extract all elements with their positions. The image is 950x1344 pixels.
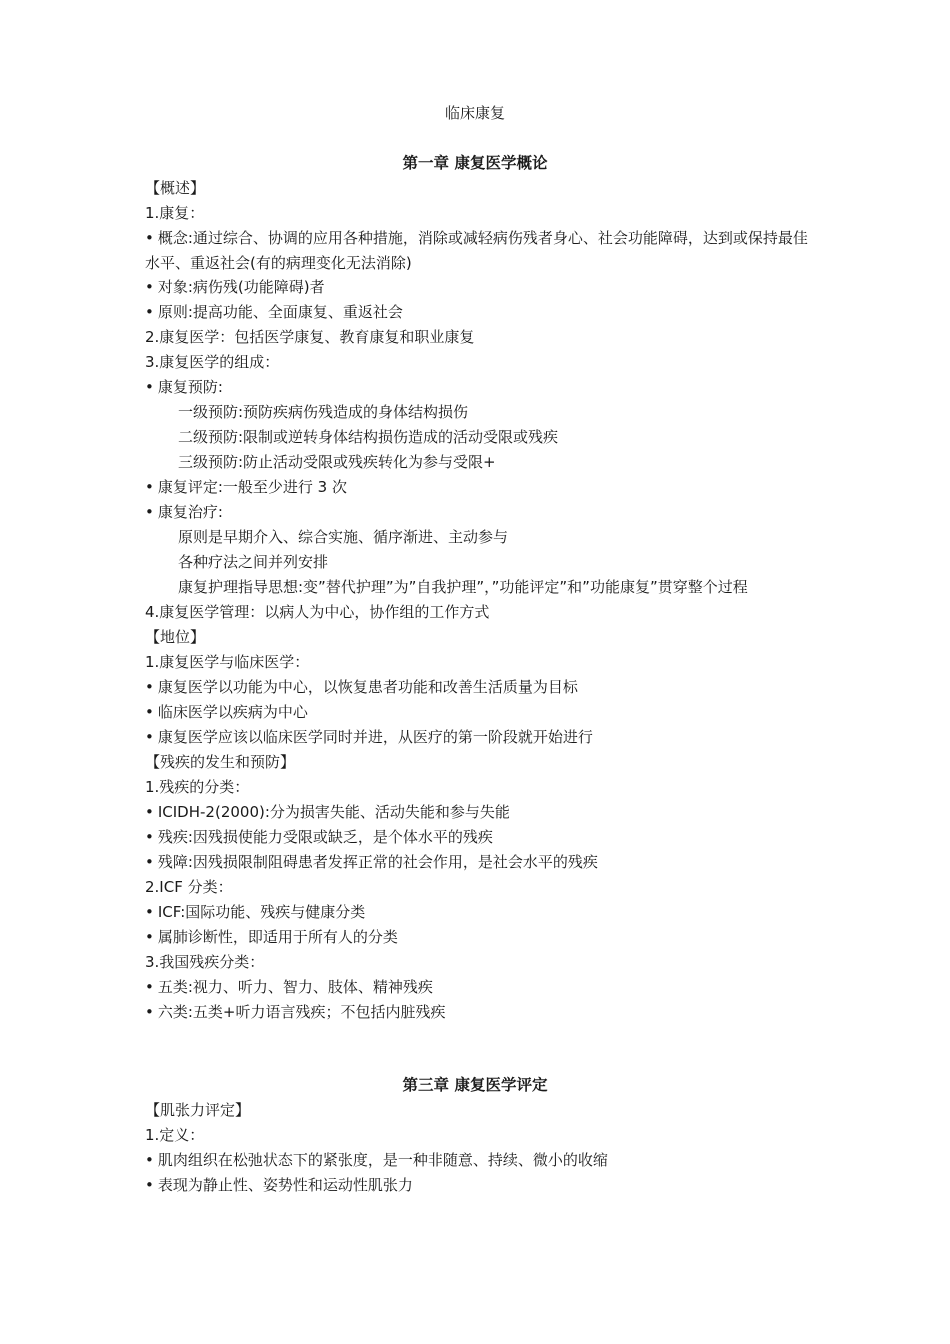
item-china-classification: 3.我国残疾分类： <box>145 953 265 971</box>
definition-text-a: 肌肉组织在松弛状态下的紧张度，是一种非随意、持续、微小的收缩 <box>157 1151 608 1169</box>
disability-line-b <box>145 825 493 849</box>
chapter-3-heading: 第三章 康复医学评定 <box>402 1076 548 1094</box>
china-text-b: 六类:五类+听力语言残疾；不包括内脏残疾 <box>157 1003 446 1021</box>
bullet: • <box>145 928 154 946</box>
treatment-arrangement: 各种疗法之间并列安排 <box>178 553 329 571</box>
bullet: • <box>145 978 154 996</box>
concept-line <box>145 226 813 275</box>
definition-text-b: 表现为静止性、姿势性和运动性肌张力 <box>157 1176 413 1194</box>
treatment-line <box>145 500 223 524</box>
item-rehab: 1.康复： <box>145 204 205 222</box>
section-disability: 【残疾的发生和预防】 <box>145 753 296 771</box>
bullet: • <box>145 703 154 721</box>
object-line <box>145 275 325 299</box>
section-overview: 【概述】 <box>145 179 206 197</box>
status-line-b <box>145 700 308 724</box>
disability-text-c: 残障:因残损限制阻碍患者发挥正常的社会作用，是社会水平的残疾 <box>157 853 598 871</box>
prevention-level-1: 一级预防:预防疾病伤残造成的身体结构损伤 <box>178 403 469 421</box>
item-icf: 2.ICF 分类： <box>145 878 233 896</box>
bullet: • <box>145 828 154 846</box>
bullet: • <box>145 678 154 696</box>
icf-line-a <box>145 900 365 924</box>
disability-text-a: ICIDH-2(2000):分为损害失能、活动失能和参与失能 <box>157 803 510 821</box>
bullet: • <box>145 229 154 247</box>
assessment-text: 康复评定:一般至少进行 3 次 <box>157 478 347 496</box>
bullet: • <box>145 853 154 871</box>
bullet: • <box>145 478 154 496</box>
nursing-guidance: 康复护理指导思想:变”替代护理”为”自我护理”，”功能评定”和”功能康复”贯穿整个过程 <box>178 578 748 596</box>
assessment-line <box>145 475 347 499</box>
bullet: • <box>145 378 154 396</box>
bullet: • <box>145 303 154 321</box>
definition-line-a <box>145 1148 608 1172</box>
status-line-a <box>145 675 578 699</box>
document-title: 临床康复 <box>444 104 505 122</box>
principle-line <box>145 300 403 324</box>
status-line-c <box>145 725 593 749</box>
bullet: • <box>145 278 154 296</box>
disability-text-b: 残疾:因残损使能力受限或缺乏，是个体水平的残疾 <box>157 828 493 846</box>
china-line-a <box>145 975 433 999</box>
bullet: • <box>145 1003 154 1021</box>
status-text-a: 康复医学以功能为中心，以恢复患者功能和改善生活质量为目标 <box>157 678 578 696</box>
concept-text: 概念:通过综合、协调的应用各种措施，消除或减轻病伤残者身心、社会功能障碍，达到或保持最佳水平、重返社会(有的病理变化无法消除) <box>145 229 808 272</box>
bullet: • <box>145 1176 154 1194</box>
definition-line-b <box>145 1173 413 1197</box>
bullet: • <box>145 1151 154 1169</box>
item-definition: 1.定义： <box>145 1126 205 1144</box>
bullet: • <box>145 503 154 521</box>
section-muscle-tone: 【肌张力评定】 <box>145 1101 251 1119</box>
item-composition: 3.康复医学的组成： <box>145 353 280 371</box>
prevention-line <box>145 375 223 399</box>
section-status: 【地位】 <box>145 628 206 646</box>
disability-line-c <box>145 850 598 874</box>
item-clinical-relation: 1.康复医学与临床医学： <box>145 653 310 671</box>
status-text-b: 临床医学以疾病为中心 <box>157 703 308 721</box>
prevention-level-3: 三级预防:防止活动受限或残疾转化为参与受限+ <box>178 453 496 471</box>
treatment-text: 康复治疗: <box>157 503 223 521</box>
status-text-c: 康复医学应该以临床医学同时并进，从医疗的第一阶段就开始进行 <box>157 728 593 746</box>
item-rehab-medicine: 2.康复医学：包括医学康复、教育康复和职业康复 <box>145 328 475 346</box>
treatment-principle: 原则是早期介入、综合实施、循序渐进、主动参与 <box>178 528 509 546</box>
prevention-level-2: 二级预防:限制或逆转身体结构损伤造成的活动受限或残疾 <box>178 428 559 446</box>
bullet: • <box>145 803 154 821</box>
china-line-b <box>145 1000 445 1024</box>
prevention-text: 康复预防: <box>157 378 223 396</box>
bullet: • <box>145 903 154 921</box>
china-text-a: 五类:视力、听力、智力、肢体、精神残疾 <box>157 978 433 996</box>
icf-text-b: 属肺诊断性，即适用于所有人的分类 <box>157 928 398 946</box>
bullet: • <box>145 728 154 746</box>
principle-text: 原则:提高功能、全面康复、重返社会 <box>157 303 403 321</box>
object-text: 对象:病伤残(功能障碍)者 <box>157 278 325 296</box>
chapter-1-heading: 第一章 康复医学概论 <box>402 154 548 172</box>
item-disability-classification: 1.残疾的分类： <box>145 778 250 796</box>
item-management: 4.康复医学管理：以病人为中心，协作组的工作方式 <box>145 603 490 621</box>
icf-line-b <box>145 925 398 949</box>
icf-text-a: ICF:国际功能、残疾与健康分类 <box>157 903 366 921</box>
disability-line-a <box>145 800 510 824</box>
